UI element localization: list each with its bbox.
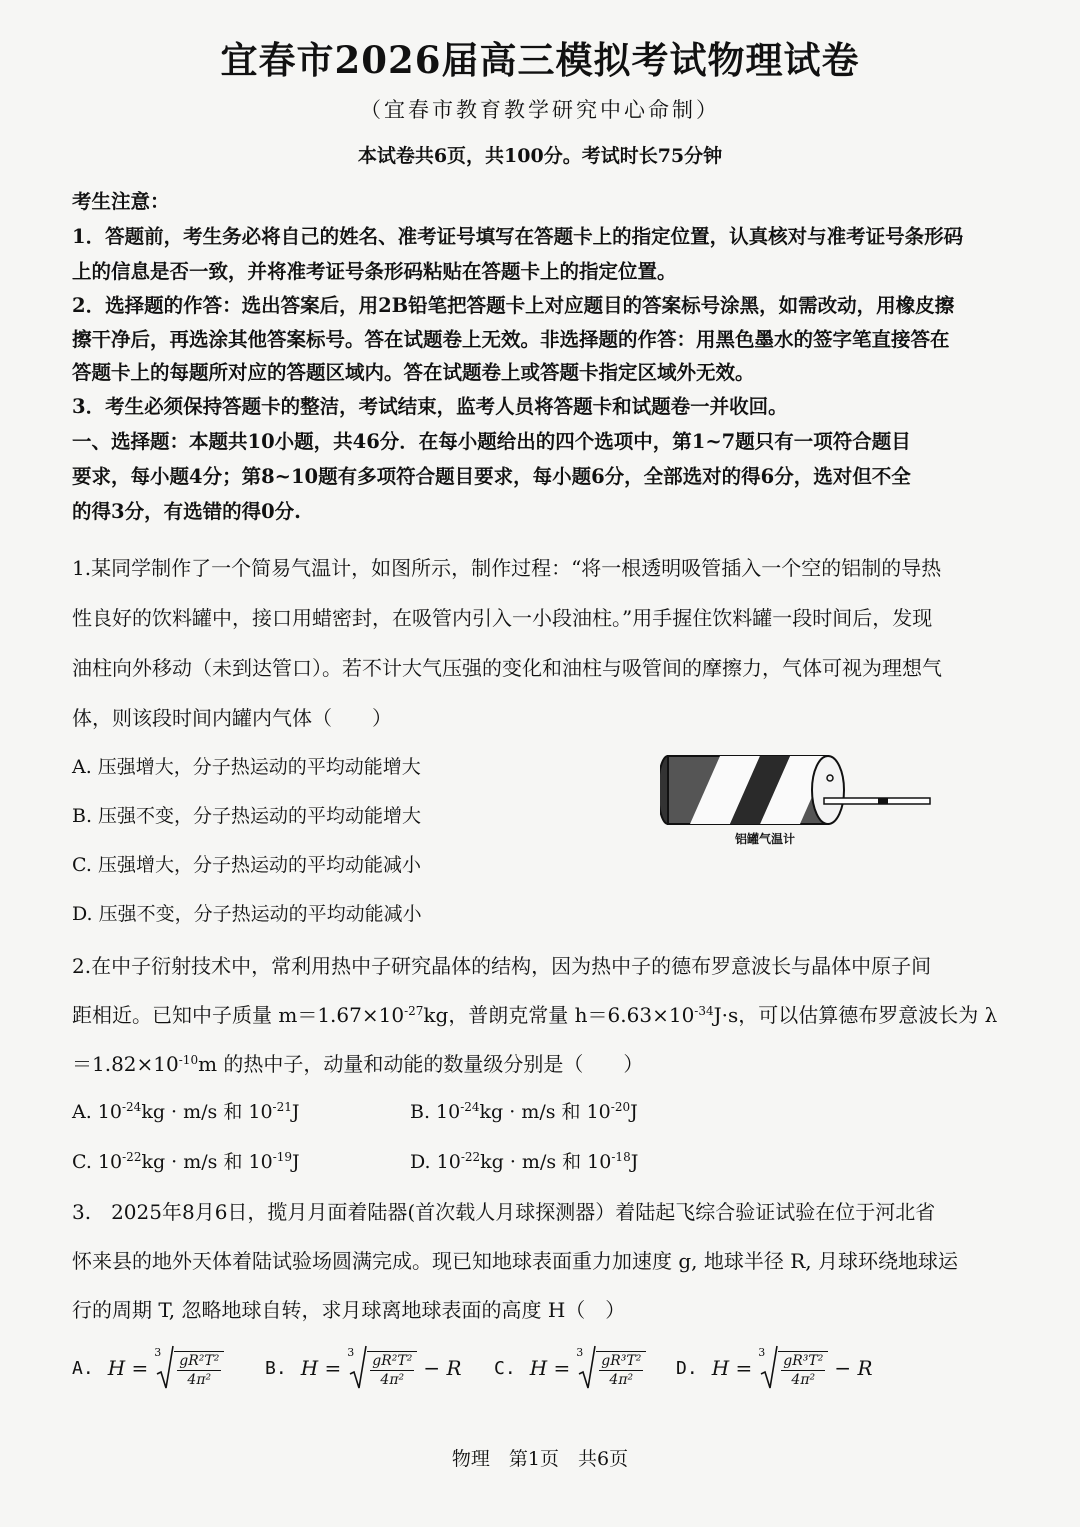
question-1-text: 油柱向外移动（未到达管口）。若不计大气压强的变化和油柱与吸管间的摩擦力，气体可视为理想气 (72, 656, 942, 680)
figure-caption: 铝罐气温计 (735, 832, 796, 846)
question-3-option-b: B. H = 3 $\frac{\text{gR²T²}}{\text{4π²}}$ − R (265, 1338, 462, 1398)
question-2-text: 距相近。已知中子质量 $m=1.67\times 10^{-27}kg$，普朗克常量 $h=6.63\times 10^{-34}J\cdot s$，可以估算德布罗意波长为 λ (72, 1003, 998, 1027)
question-1-option-c: C. 压强增大，分子热运动的平均动能减小 (72, 854, 421, 876)
question-1-text: 1.某同学制作了一个简易气温计，如图所示，制作过程：“将一根透明吸管插入一个空的铝制的导热 (72, 556, 942, 580)
cube-root-icon: 3 $\frac{\text{gR²T²}}{\text{4π²}}$ (154, 1344, 224, 1392)
notice-line: 上的信息是否一致，并将准考证号条形码粘贴在答题卡上的指定位置。 (72, 260, 677, 283)
exam-meta: 本试卷共6页，共100分。考试时长75分钟 (357, 145, 723, 167)
section-instruction: 要求，每小题4分；第8~10题有多项符合题目要求，每小题6分，全部选对的得6分，选对但不全 (72, 465, 911, 488)
notice-heading: 考生注意： (72, 190, 170, 213)
notice-line: 3．考生必须保持答题卡的整洁，考试结束，监考人员将答题卡和试题卷一并收回。 (72, 395, 788, 418)
page-subtitle: （宜春市教育教学研究中心命制） (360, 98, 720, 122)
can-thermometer-figure (660, 740, 940, 860)
cube-root-icon: 3 $\frac{\text{gR²T²}}{\text{4π²}}$ (347, 1344, 417, 1392)
question-2-option-c: C. $10^{-22}kg \cdot m/s$ 和 $10^{-19}J$ (72, 1150, 300, 1173)
cube-root-icon: 3 $\frac{\text{gR³T²}}{\text{4π²}}$ (576, 1344, 646, 1392)
question-3-option-a: A. H = 3 $\frac{\text{gR²T²}}{\text{4π²}}$ (72, 1338, 230, 1398)
question-2-option-b: B. $10^{-24}kg \cdot m/s$ 和 $10^{-20}J$ (410, 1100, 638, 1123)
question-3-text: 怀来县的地外天体着陆试验场圆满完成。现已知地球表面重力加速度 g, 地球半径 R, 月球环绕地球运 (72, 1249, 959, 1273)
section-instruction: 一、选择题：本题共10小题，共46分．在每小题给出的四个选项中，第1~7题只有一项符合题目 (72, 430, 911, 453)
question-2-text: $=1.82\times 10^{-10}m$ 的热中子，动量和动能的数量级分别是（ ） (72, 1052, 644, 1076)
notice-line: 1．答题前，考生务必将自己的姓名、准考证号填写在答题卡上的指定位置，认真核对与准考证号条形码 (72, 225, 964, 248)
question-3-option-d: D. H = 3 $\frac{\text{gR³T²}}{\text{4π²}}$ − R (676, 1338, 873, 1398)
question-1-option-d: D. 压强不变，分子热运动的平均动能减小 (72, 903, 422, 925)
question-1-option-b: B. 压强不变，分子热运动的平均动能增大 (72, 805, 422, 827)
question-3-text: 3. 2025年8月6日，揽月月面着陆器(首次载人月球探测器）着陆起飞综合验证试验在位于河北省 (72, 1200, 936, 1224)
question-3-option-c: C. H = 3 $\frac{\text{gR³T²}}{\text{4π²}}$ (494, 1338, 652, 1398)
question-1-option-a: A. 压强增大，分子热运动的平均动能增大 (72, 756, 421, 778)
question-2-option-d: D. $10^{-22}kg \cdot m/s$ 和 $10^{-18}J$ (410, 1150, 639, 1173)
question-2-option-a: A. $10^{-24}kg \cdot m/s$ 和 $10^{-21}J$ (72, 1100, 300, 1123)
question-3-text: 行的周期 T, 忽略地球自转，求月球离地球表面的高度 H（ ） (72, 1298, 626, 1322)
notice-line: 擦干净后，再选涂其他答案标号。答在试题卷上无效。非选择题的作答：用黑色墨水的签字笔直接答在 (72, 328, 950, 351)
question-1-text: 性良好的饮料罐中，接口用蜡密封，在吸管内引入一小段油柱。”用手握住饮料罐一段时间后，发现 (72, 606, 933, 630)
question-2-text: 2.在中子衍射技术中，常利用热中子研究晶体的结构，因为热中子的德布罗意波长与晶体中原子间 (72, 954, 932, 978)
notice-line: 2．选择题的作答：选出答案后，用2B铅笔把答题卡上对应题目的答案标号涂黑，如需改动，用橡皮擦 (72, 294, 955, 317)
page-footer: 物理 第1页 共6页 (451, 1448, 629, 1470)
cube-root-icon: 3 $\frac{\text{gR³T²}}{\text{4π²}}$ (758, 1344, 828, 1392)
question-1-text: 体，则该段时间内罐内气体（ ） (72, 706, 392, 730)
section-instruction: 的得3分，有选错的得0分. (72, 500, 301, 523)
page-title: 宜春市2026届高三模拟考试物理试卷 (220, 38, 860, 82)
notice-line: 答题卡上的每题所对应的答题区域内。答在试题卷上或答题卡指定区域外无效。 (72, 361, 755, 384)
